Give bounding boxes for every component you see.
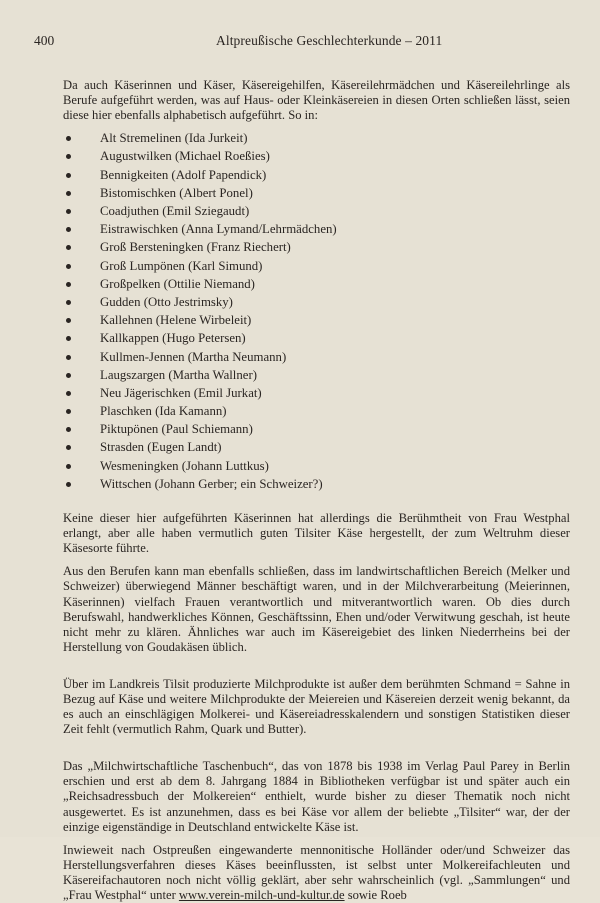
list-item: Wesmeningken (Johann Luttkus) [63,457,570,475]
list-item: Coadjuthen (Emil Sziegaudt) [63,202,570,220]
paragraph-milk-products: Über im Landkreis Tilsit produzierte Milchprodukte ist außer dem berühmten Schmand = Sahne in Bezug auf Käse und weitere Milchprodukte der Meiereien und Käsereien derzeit wenig bekannt, da es auch an einschlägigen Molkerei- und Käsereiadresskalendern und sonstigen Statistiken dieser Zeit fehlt (vermutlich Rahm, Quark und Butter). [63,676,570,737]
list-item: Bistomischken (Albert Ponel) [63,184,570,202]
list-item: Piktupönen (Paul Schiemann) [63,420,570,438]
page-body [63,78,570,903]
list-item: Groß Bersteningken (Franz Riechert) [63,238,570,256]
list-item: Bennigkeiten (Adolf Papendick) [63,166,570,184]
list-item: Kallehnen (Helene Wirbeleit) [63,311,570,329]
paragraph-mennonites [63,843,570,903]
running-title: Altpreußische Geschlechterkunde – 2011 [216,33,443,48]
list-item: Eistrawischken (Anna Lymand/Lehrmädchen) [63,220,570,238]
list-item: Laugszargen (Martha Wallner) [63,366,570,384]
paragraph-mennonites-tail: sowie Roeb [344,888,407,902]
page-number: 400 [34,33,55,48]
list-item: Groß Lumpönen (Karl Simund) [63,257,570,275]
list-item: Strasden (Eugen Landt) [63,438,570,456]
list-item: Gudden (Otto Jestrimsky) [63,293,570,311]
list-item: Neu Jägerischken (Emil Jurkat) [63,384,570,402]
list-item: Wittschen (Johann Gerber; ein Schweizer?) [63,475,570,493]
places-list [63,129,570,493]
list-item: Augustwilken (Michael Roeßies) [63,147,570,165]
intro-paragraph: Da auch Käserinnen und Käser, Käsereigehilfen, Käsereilehrmädchen und Käsereilehrlinge als Berufe aufgeführt werden, was auf Haus- oder Kleinkäsereien in diesen Orten schließen lässt, seien diese hier ebenfalls alphabetisch aufgeführt. So in: [63,78,570,123]
list-item: Kallkappen (Hugo Petersen) [63,329,570,347]
website-link[interactable]: www.verein-milch-und-kultur.de [178,888,345,902]
list-item: Großpelken (Ottilie Niemand) [63,275,570,293]
list-item: Kullmen-Jennen (Martha Neumann) [63,348,570,366]
list-item: Plaschken (Ida Kamann) [63,402,570,420]
paragraph-taschenbuch: Das „Milchwirtschaftliche Taschenbuch“, das von 1878 bis 1938 im Verlag Paul Parey in Berlin erschien und erst ab dem 8. Jahrgang 1884 in Bibliotheken verfügbar ist und später auch ein „Reichsadressbuch der Molkereien“ enthielt, wurde bisher zu dieser Thematik noch nicht ausgewertet. Es ist anzunehmen, dass es bei Käse vor allem der beliebte „Tilsiter“ war, der der einzige eigenständige in Deutschland entwickelte Käse ist. [63,759,570,834]
paragraph-mennonites-text: Inwieweit nach Ostpreußen eingewanderte mennonitische Holländer oder/und Schweizer das Herstellungsverfahren dieses Käses beeinflussten, ist selbst unter Molkereifachleuten und Käsereifachautoren noch nicht völlig geklärt, aber sehr wahrscheinlich (vgl. „Sammlungen“ und „Frau Westphal“ unter [63,842,570,902]
paragraph-professions: Aus den Berufen kann man ebenfalls schließen, dass im landwirtschaftlichen Bereich (Melker und Schweizer) überwiegend Männer beschäftigt waren, und in der Milchverarbeitung (Meierinnen, Käserinnen) vielfach Frauen verantwortlich und mitverantwortlich waren. Ob dies durch Berufswahl, handwerkliches Können, Geschäftssinn, Ehen und/oder Verwitwung geschah, ist heute nicht mehr zu klären. Ähnliches war auch im Käsereigebiet des linken Niederrheins bei der Herstellung von Goudakäsen üblich. [63,564,570,654]
page-header [34,33,566,51]
paragraph-fame: Keine dieser hier aufgeführten Käserinnen hat allerdings die Berühmtheit von Frau Westphal erlangt, aber alle haben vermutlich guten Tilsiter Käse hergestellt, der zum Weltruhm dieser Käsesorte führte. [63,511,570,556]
list-item: Alt Stremelinen (Ida Jurkeit) [63,129,570,147]
